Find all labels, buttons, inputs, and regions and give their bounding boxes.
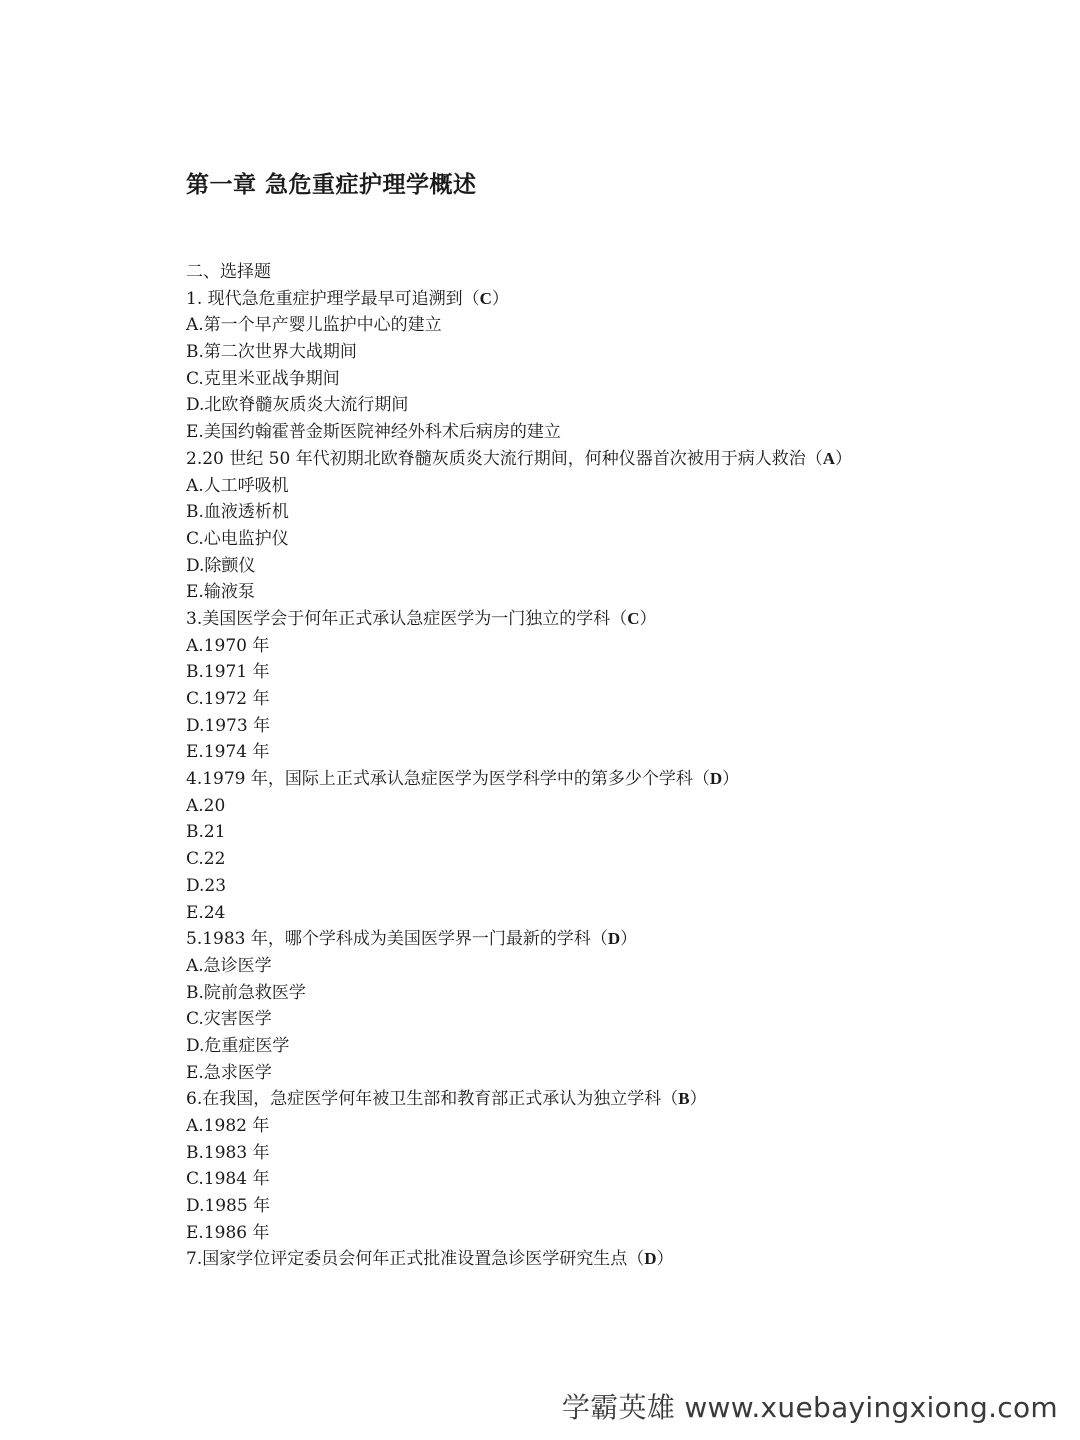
option-item: A.1982 年	[186, 1116, 270, 1136]
option-item: B.第二次世界大战期间	[186, 342, 357, 363]
question-text: 4.1979 年，国际上正式承认急症医学为医学科学中的第多少个学科（	[186, 769, 710, 790]
question-text: 1. 现代急危重症护理学最早可追溯到（	[186, 288, 480, 309]
question-answer: C	[479, 288, 492, 308]
question-answer: B	[678, 1089, 690, 1109]
question-close-paren: ）	[491, 288, 509, 309]
option-item: C.克里米亚战争期间	[186, 368, 340, 389]
questions-container	[186, 286, 986, 1273]
option-item: D.1973 年	[186, 715, 271, 736]
question-stem	[186, 606, 986, 633]
option-item: B.院前急救医学	[186, 982, 306, 1003]
option-item: D.23	[186, 875, 227, 896]
option-item: A.20	[186, 795, 226, 816]
question-stem	[186, 446, 986, 473]
question-text: 3.美国医学会于何年正式承认急症医学为一门独立的学科（	[186, 608, 628, 629]
question-close-paren: ）	[620, 929, 638, 950]
option-item: D.除颤仪	[186, 555, 256, 576]
option-item: C.1972 年	[186, 689, 270, 709]
question-answer: C	[627, 608, 640, 628]
option-item: C.灾害医学	[186, 1009, 272, 1030]
question-text: 2.20 世纪 50 年代初期北欧脊髓灰质炎大流行期间，何种仪器首次被用于病人救治（	[186, 448, 823, 469]
option-item: B.1983 年	[186, 1142, 270, 1163]
question-stem	[186, 286, 986, 313]
option-item: E.输液泵	[186, 582, 255, 603]
option-item: D.危重症医学	[186, 1035, 290, 1056]
question-close-paren: ）	[722, 769, 740, 790]
option-item: B.21	[186, 822, 226, 843]
question-stem	[186, 1086, 986, 1113]
question-text: 5.1983 年，哪个学科成为美国医学界一门最新的学科（	[186, 929, 608, 950]
option-item: C.1984 年	[186, 1169, 270, 1190]
option-item: A.人工呼吸机	[186, 475, 289, 496]
question-list	[186, 259, 986, 1273]
option-item: E.24	[186, 902, 226, 923]
question-text: 7.国家学位评定委员会何年正式批准设置急诊医学研究生点（	[186, 1249, 645, 1270]
option-item: A.第一个早产婴儿监护中心的建立	[186, 315, 442, 336]
question-answer: D	[709, 769, 723, 789]
question-close-paren: ）	[656, 1249, 674, 1270]
question-stem	[186, 1246, 986, 1273]
option-item: A.急诊医学	[186, 955, 272, 976]
option-item: D.北欧脊髓灰质炎大流行期间	[186, 395, 409, 416]
option-item: C.22	[186, 849, 226, 870]
question-close-paren: ）	[834, 448, 852, 469]
section-heading: 二、选择题	[186, 262, 271, 282]
option-item: B.血液透析机	[186, 502, 289, 523]
option-item: E.美国约翰霍普金斯医院神经外科术后病房的建立	[186, 422, 561, 443]
question-close-paren: ）	[689, 1089, 707, 1110]
option-item: E.1974 年	[186, 742, 270, 763]
option-item: D.1985 年	[186, 1196, 271, 1217]
option-item: E.急求医学	[186, 1062, 272, 1083]
option-item: C.心电监护仪	[186, 528, 289, 549]
option-item: B.1971 年	[186, 662, 270, 683]
question-text: 6.在我国，急症医学何年被卫生部和教育部正式承认为独立学科（	[186, 1089, 679, 1110]
question-answer: D	[607, 929, 621, 949]
question-answer: D	[644, 1249, 657, 1269]
question-stem	[186, 926, 986, 953]
question-close-paren: ）	[639, 608, 657, 629]
option-item: E.1986 年	[186, 1222, 270, 1243]
watermark: 学霸英雄 www.xuebayingxiong.com	[561, 1391, 1058, 1424]
question-answer: A	[822, 448, 835, 468]
question-stem	[186, 766, 986, 793]
chapter-title: 第一章 急危重症护理学概述	[186, 172, 477, 198]
option-item: A.1970 年	[186, 635, 270, 656]
